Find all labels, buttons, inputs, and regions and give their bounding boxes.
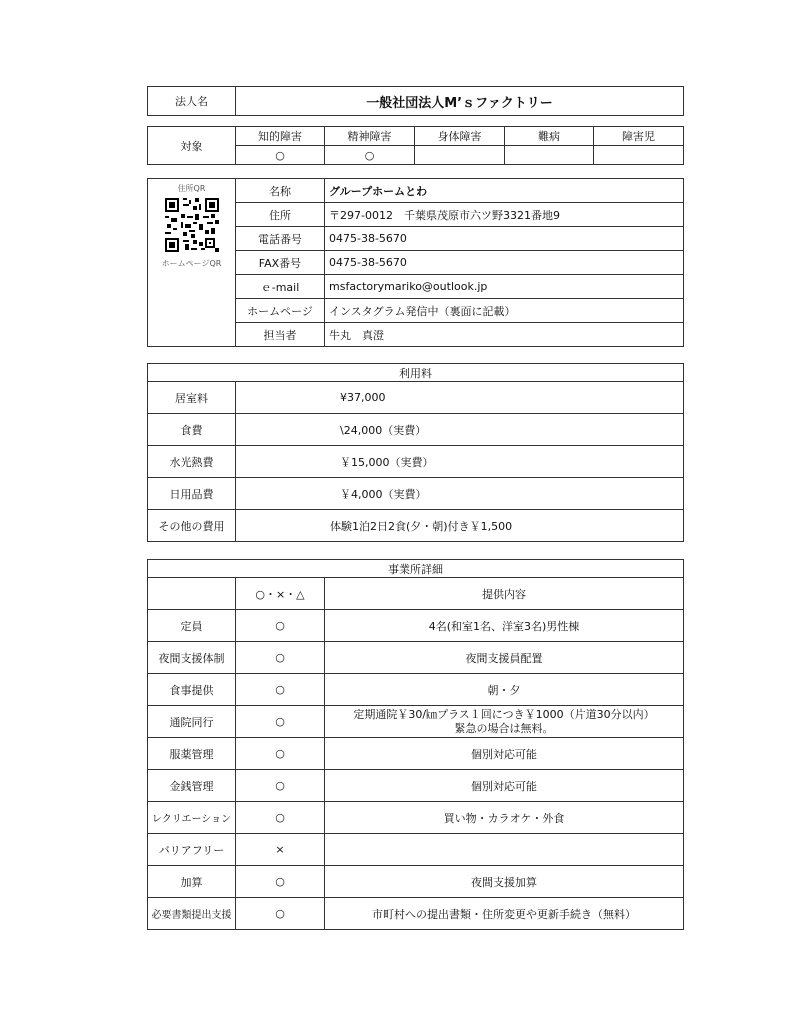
details-mark: ○ (236, 738, 325, 770)
facility-label: FAX番号 (236, 251, 325, 275)
facility-label: ホームページ (236, 299, 325, 323)
corp-table (147, 86, 684, 116)
target-category: 精神障害 (325, 127, 415, 146)
qr-cell (148, 179, 236, 347)
details-content: 個別対応可能 (325, 770, 684, 802)
details-mark: ○ (236, 802, 325, 834)
details-content: 朝・夕 (325, 674, 684, 706)
target-table (147, 126, 684, 165)
facility-value: グループホームとわ (325, 179, 684, 203)
details-mark: ○ (236, 866, 325, 898)
details-mark: ○ (236, 770, 325, 802)
target-category: 身体障害 (415, 127, 505, 146)
facility-value: msfactorymariko@outlook.jp (325, 275, 684, 299)
facility-label: 名称 (236, 179, 325, 203)
corp-label: 法人名 (148, 87, 236, 116)
details-label: レクリエーション (148, 802, 236, 834)
facility-label: 担当者 (236, 323, 325, 347)
details-col-mark: ○・×・△ (236, 578, 325, 610)
details-col-content: 提供内容 (325, 578, 684, 610)
details-content-line: 緊急の場合は無料。 (454, 721, 554, 735)
details-mark: ○ (236, 706, 325, 738)
fee-label: 居室料 (148, 382, 236, 414)
facility-label: 電話番号 (236, 227, 325, 251)
fee-value: ￥15,000（実費） (236, 446, 684, 478)
target-mark (415, 146, 505, 165)
details-mark: ○ (236, 898, 325, 930)
fees-table (147, 363, 684, 542)
fee-value: 体験1泊2日2食(夕・朝)付き￥1,500 (236, 510, 684, 542)
details-content: 4名(和室1名、洋室3名)男性棟 (325, 610, 684, 642)
corp-name: 一般社団法人M’ｓファクトリー (236, 87, 684, 116)
details-corner (148, 578, 236, 610)
fee-label: 日用品費 (148, 478, 236, 510)
target-category: 障害児 (594, 127, 684, 146)
details-content: 個別対応可能 (325, 738, 684, 770)
details-label: 通院同行 (148, 706, 236, 738)
facility-value: 〒297-0012 千葉県茂原市六ツ野3321番地9 (325, 203, 684, 227)
details-content: 夜間支援員配置 (325, 642, 684, 674)
target-mark: ○ (236, 146, 325, 165)
qr-address-label: 住所QR (177, 184, 206, 193)
facility-value: 0475-38-5670 (325, 227, 684, 251)
target-category: 知的障害 (236, 127, 325, 146)
fee-label: 食費 (148, 414, 236, 446)
details-mark: × (236, 834, 325, 866)
target-mark (505, 146, 594, 165)
details-label: 服薬管理 (148, 738, 236, 770)
facility-label: 住所 (236, 203, 325, 227)
details-label: 食事提供 (148, 674, 236, 706)
fee-label: その他の費用 (148, 510, 236, 542)
details-label: 金銭管理 (148, 770, 236, 802)
qr-homepage-label: ホームページQR (161, 259, 222, 268)
target-mark: ○ (325, 146, 415, 165)
fee-value: ¥37,000 (236, 382, 684, 414)
details-mark: ○ (236, 610, 325, 642)
facility-value: 牛丸 真澄 (325, 323, 684, 347)
details-mark: ○ (236, 674, 325, 706)
details-content: 買い物・カラオケ・外食 (325, 802, 684, 834)
details-content: 夜間支援加算 (325, 866, 684, 898)
target-category: 難病 (505, 127, 594, 146)
details-content (325, 834, 684, 866)
details-label: 夜間支援体制 (148, 642, 236, 674)
fee-label: 水光熱費 (148, 446, 236, 478)
facility-value: 0475-38-5670 (325, 251, 684, 275)
target-mark (594, 146, 684, 165)
details-content-line: 定期通院￥30/㎞プラス１回につき￥1000（片道30分以内） (353, 707, 655, 721)
details-label: 加算 (148, 866, 236, 898)
details-table (147, 559, 684, 930)
details-label: バリアフリー (148, 834, 236, 866)
target-label: 対象 (148, 127, 236, 165)
facility-value: インスタグラム発信中（裏面に記載） (325, 299, 684, 323)
details-header: 事業所詳細 (148, 560, 684, 578)
fees-header: 利用料 (148, 364, 684, 382)
details-content: 市町村への提出書類・住所変更や更新手続き（無料） (325, 898, 684, 930)
details-mark: ○ (236, 642, 325, 674)
details-label: 必要書類提出支援 (148, 898, 236, 930)
fee-value: ￥4,000（実費） (236, 478, 684, 510)
fee-value: \24,000（実費） (236, 414, 684, 446)
facility-label: ｅ-mail (236, 275, 325, 299)
qr-code-icon (165, 198, 219, 252)
details-content (325, 706, 684, 738)
details-label: 定員 (148, 610, 236, 642)
facility-table (147, 178, 684, 347)
